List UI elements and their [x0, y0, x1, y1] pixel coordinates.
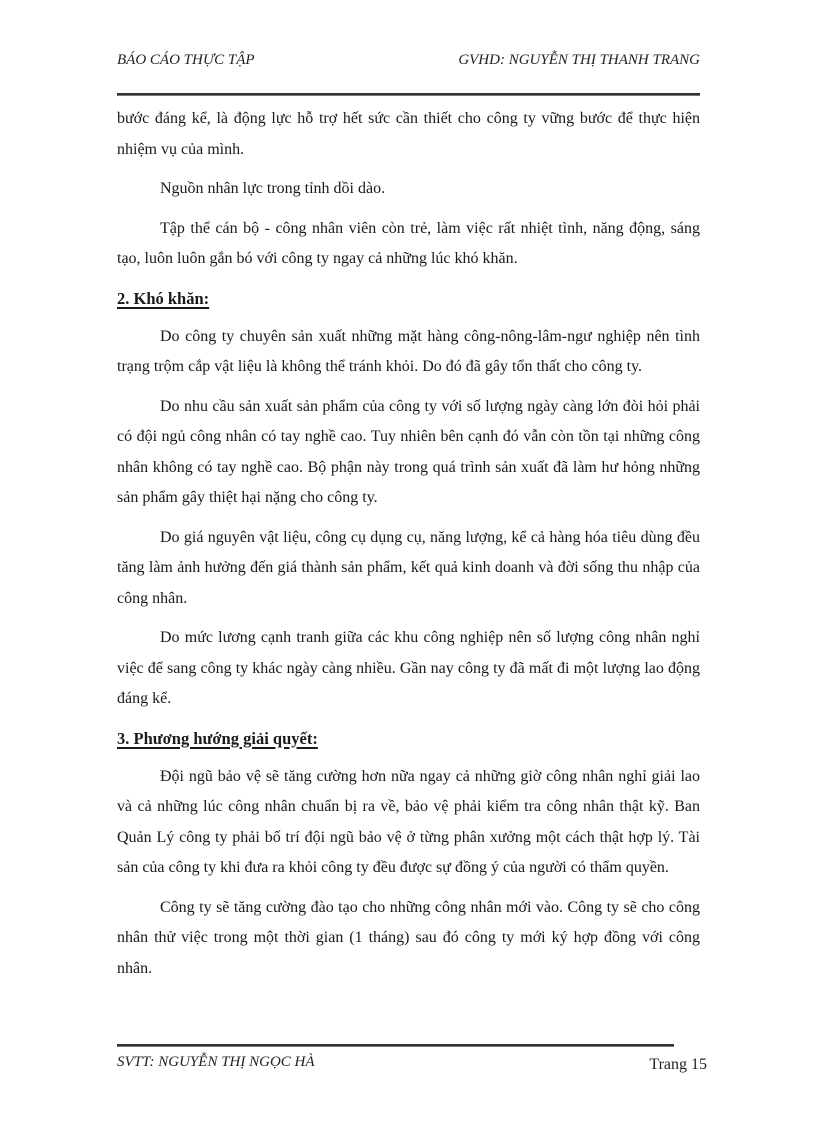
- paragraph: Công ty sẽ tăng cường đào tạo cho những công nhân mới vào. Công ty sẽ cho công nhân thử việc trong một thời gian (1 tháng) sau đó công ty mới ký hợp đồng với công nhân.: [117, 898, 700, 977]
- section-heading-difficulties: 2. Khó khăn:: [117, 288, 210, 308]
- header-divider: [117, 93, 700, 96]
- paragraph: Do công ty chuyên sản xuất những mặt hàng công-nông-lâm-ngư nghiệp nên tình trạng trộm cắp vật liệu là không thể tránh khỏi. Do đó đã gây tổn thất cho công ty.: [117, 327, 700, 375]
- student-name: SVTT: NGUYỄN THỊ NGỌC HÀ: [117, 1054, 315, 1070]
- page-body: [117, 104, 700, 993]
- paragraph: Do giá nguyên vật liệu, công cụ dụng cụ, năng lượng, kể cả hàng hóa tiêu dùng đều tăng làm ảnh hưởng đến giá thành sản phẩm, kết quả kinh doanh và đời sống thu nhập của công nhân.: [117, 528, 700, 607]
- paragraph: Do nhu cầu sản xuất sản phẩm của công ty với số lượng ngày càng lớn đòi hỏi phải có đội ngủ công nhân có tay nghề cao. Tuy nhiên bên cạnh đó vẫn còn tồn tại những công nhân không có tay nghề cao. Bộ phận này trong quá trình sản xuất đã làm hư hỏng những sản phẩm gây thiệt hại nặng cho công ty.: [117, 397, 700, 506]
- page-number: Trang 15: [649, 1056, 707, 1073]
- paragraph: Đội ngũ bảo vệ sẽ tăng cường hơn nữa ngay cả những giờ công nhân nghỉ giải lao và cả những lúc công nhân chuẩn bị ra về, bảo vệ phải kiểm tra công nhân thật kỹ. Ban Quản Lý công ty phải bố trí đội ngũ bảo vệ ở từng phân xưởng một cách thật hợp lý. Tài sản của công ty khi đưa ra khỏi công ty đều được sự đồng ý của người có thẩm quyền.: [117, 767, 700, 876]
- report-title: BÁO CÁO THỰC TẬP: [117, 52, 255, 68]
- paragraph: Nguồn nhân lực trong tỉnh dồi dào.: [160, 180, 386, 197]
- footer-divider: [117, 1044, 674, 1047]
- page-footer: [117, 1054, 707, 1078]
- paragraph: bước đáng kể, là động lực hỗ trợ hết sức cần thiết cho công ty vững bước để thực hiện nhiệm vụ của mình.: [117, 110, 700, 158]
- page-header: [117, 52, 700, 74]
- section-heading-solutions: 3. Phương hướng giải quyết:: [117, 728, 318, 748]
- paragraph: Tập thể cán bộ - công nhân viên còn trẻ, làm việc rất nhiệt tình, năng động, sáng tạo, luôn luôn gắn bó với công ty ngay cả những lúc khó khăn.: [117, 219, 700, 267]
- paragraph: Do mức lương cạnh tranh giữa các khu công nghiệp nên số lượng công nhân nghỉ việc để sang công ty khác ngày càng nhiều. Gần nay công ty đã mất đi một lượng lao động đáng kể.: [117, 629, 700, 707]
- supervisor-name: GVHD: NGUYỄN THỊ THANH TRANG: [458, 52, 700, 68]
